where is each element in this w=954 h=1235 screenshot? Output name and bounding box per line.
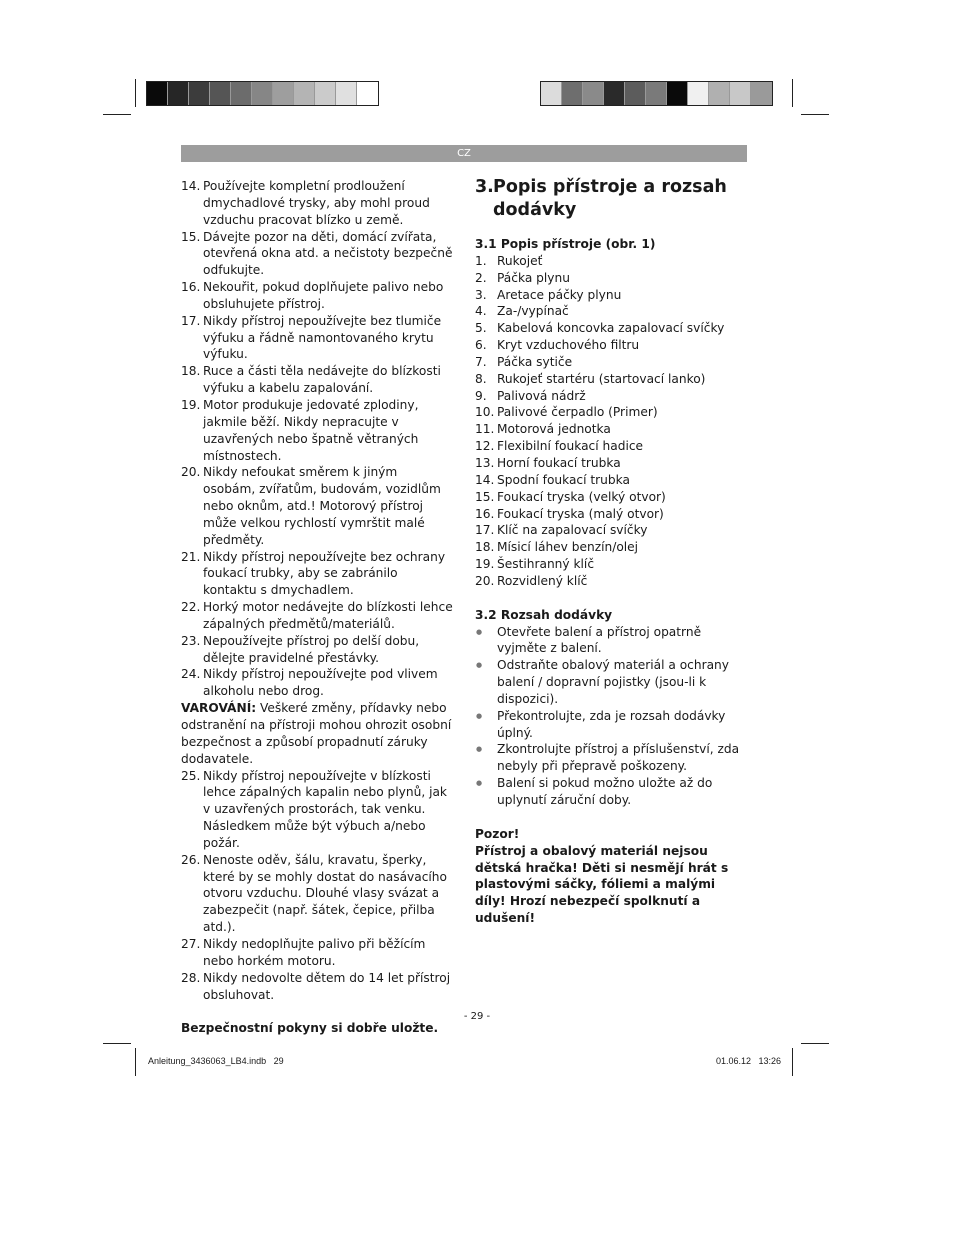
item-text: Motorová jednotka	[497, 422, 611, 437]
item-text: Šestihranný klíč	[497, 557, 595, 572]
list-item	[181, 397, 453, 464]
caution-text: Přístroj a obalový materiál nejsou dětská hračka! Děti si nesmějí hrát s plastovými sáčky, fóliemi a malými díly! Hrozí nebezpečí spolknutí a udušení!	[475, 843, 729, 926]
item-number: 1.	[475, 253, 487, 268]
color-bar-right	[540, 81, 773, 106]
item-text: Rukojeť startéru (startovací lanko)	[497, 371, 706, 386]
bullet-item: ● Balení si pokud možno uložte až do uplynutí záruční doby.	[475, 775, 747, 809]
item-number: 12.	[475, 439, 495, 454]
bullet-item: ● Překontrolujte, zda je rozsah dodávky úplný.	[475, 708, 747, 742]
caution-title: Pozor!	[475, 826, 520, 841]
list-item	[475, 371, 747, 388]
item-text: Ruce a části těla nedávejte do blízkosti výfuku a kabelu zapalování.	[203, 364, 441, 396]
item-number: 3.	[475, 287, 487, 302]
item-number: 20.	[475, 573, 495, 588]
list-item	[181, 633, 453, 667]
color-swatch	[709, 82, 730, 105]
parts-list	[475, 253, 747, 590]
list-item	[475, 303, 747, 320]
delivery-list	[475, 624, 747, 809]
item-number: 14.	[475, 472, 495, 487]
list-item	[475, 337, 747, 354]
safety-list-continued	[181, 768, 453, 1004]
crop-mark	[792, 79, 793, 107]
item-number: 14.	[181, 179, 201, 193]
warning-text: Veškeré změny, přídavky nebo odstranění na přístroji mohou ohrozit osobní bezpečnost a způsobí propadnutí záruky dodavatele.	[181, 701, 452, 766]
color-swatch	[210, 82, 231, 105]
list-item	[475, 253, 747, 270]
color-swatch	[646, 82, 667, 105]
color-swatch	[751, 82, 772, 105]
color-swatch	[189, 82, 210, 105]
parts-subheading: 3.1 Popis přístroje (obr. 1)	[475, 237, 656, 251]
item-text: Nikdy nedovolte dětem do 14 let přístroj obsluhovat.	[203, 970, 451, 1002]
color-swatch	[294, 82, 315, 105]
item-number: 2.	[475, 270, 487, 285]
item-number: 11.	[475, 422, 495, 437]
color-swatch	[688, 82, 709, 105]
color-swatch	[667, 82, 688, 105]
section-title	[475, 176, 747, 222]
list-item	[475, 438, 747, 455]
item-text: Palivová nádrž	[497, 388, 586, 403]
item-number: 10.	[475, 405, 495, 420]
item-text: Za-/vypínač	[497, 304, 569, 319]
safety-instructions-column	[181, 178, 453, 1037]
item-text: Nepoužívejte přístroj po delší dobu, dělejte pravidelné přestávky.	[203, 633, 420, 665]
list-item	[475, 506, 747, 523]
list-item	[181, 852, 453, 936]
section-number: 3.	[475, 177, 494, 197]
page-number: - 29 -	[463, 1011, 491, 1022]
list-item	[181, 363, 453, 397]
item-number: 26.	[181, 852, 201, 867]
warning-label: VAROVÁNÍ:	[181, 701, 257, 716]
list-item	[181, 229, 453, 280]
list-item	[475, 421, 747, 438]
item-text: Páčka plynu	[497, 270, 570, 285]
item-text: Rozvidlený klíč	[497, 573, 588, 588]
item-number: 7.	[475, 354, 487, 369]
list-item	[475, 404, 747, 421]
section-title-text: Popis přístroje a rozsah dodávky	[493, 177, 727, 220]
item-text: Foukací tryska (velký otvor)	[497, 489, 666, 504]
item-text: Nikdy přístroj nepoužívejte pod vlivem alkoholu nebo drog.	[203, 667, 438, 699]
list-item	[475, 287, 747, 304]
item-number: 18.	[475, 540, 495, 555]
bullet-item: ● Otevřete balení a přístroj opatrně vyjměte z balení.	[475, 624, 747, 658]
list-item	[181, 936, 453, 970]
item-number: 6.	[475, 338, 487, 353]
item-number: 13.	[475, 455, 495, 470]
item-number: 25.	[181, 768, 201, 783]
list-item	[475, 354, 747, 371]
color-swatch	[168, 82, 189, 105]
item-number: 21.	[181, 549, 201, 564]
bullet-item: ● Zkontrolujte přístroj a příslušenství, zda nebyly při přepravě poškozeny.	[475, 741, 747, 775]
list-item	[181, 279, 453, 313]
item-number: 22.	[181, 600, 201, 615]
item-number: 9.	[475, 388, 487, 403]
color-swatch	[231, 82, 252, 105]
closing-note: Bezpečnostní pokyny si dobře uložte.	[181, 1021, 439, 1036]
item-text: Nikdy přístroj nepoužívejte bez tlumiče výfuku a řádně namontovaného krytu výfuku.	[203, 313, 442, 362]
color-swatch	[562, 82, 583, 105]
bullet-item: ● Odstraňte obalový materiál a ochrany balení / dopravní pojistky (jsou-li k dispozici).	[475, 657, 747, 708]
color-swatch	[252, 82, 273, 105]
item-number: 20.	[181, 465, 201, 480]
list-item	[475, 539, 747, 556]
item-number: 15.	[475, 489, 495, 504]
list-item	[475, 489, 747, 506]
footer-file: Anleitung_3436063_LB4.indb 29	[148, 1056, 284, 1066]
item-text: Kryt vzduchového filtru	[497, 338, 640, 353]
item-number: 15.	[181, 229, 201, 244]
item-number: 16.	[181, 280, 201, 295]
item-number: 18.	[181, 364, 201, 379]
list-item	[475, 573, 747, 590]
item-number: 5.	[475, 321, 487, 336]
item-text: Nenoste oděv, šálu, kravatu, šperky, které by se mohly dostat do nasávacího otvoru vzduchu. Dlouhé vlasy svázat a zabezpečit (např. šátek, čepice, přilba atd.).	[203, 852, 447, 935]
item-number: 16.	[475, 506, 495, 521]
list-item	[181, 313, 453, 364]
item-number: 23.	[181, 633, 201, 648]
item-text: Aretace páčky plynu	[497, 287, 622, 302]
color-swatch	[273, 82, 294, 105]
item-text: Dávejte pozor na děti, domácí zvířata, otevřená okna atd. a nečistoty bezpečně odfukujte.	[203, 229, 453, 278]
crop-mark	[135, 79, 136, 107]
item-text: Mísicí láhev benzín/olej	[497, 540, 639, 555]
list-item	[475, 522, 747, 539]
item-number: 19.	[181, 397, 201, 412]
item-text: Foukací tryska (malý otvor)	[497, 506, 664, 521]
crop-mark	[801, 1043, 829, 1044]
color-bar-left	[146, 81, 379, 106]
description-column	[475, 236, 747, 927]
item-text: Nikdy přístroj nepoužívejte bez ochrany foukací trubky, aby se zabránilo kontaktu s dmychadlem.	[203, 549, 446, 598]
list-item	[181, 549, 453, 600]
color-swatch	[147, 82, 168, 105]
item-text: Nikdy přístroj nepoužívejte v blízkosti lehce zápalných kapalin nebo plynů, jak v uzavřených prostorách, tak venku. Následkem může být výbuch a/nebo požár.	[203, 768, 447, 850]
item-number: 19.	[475, 557, 495, 572]
color-swatch	[336, 82, 357, 105]
list-item	[181, 970, 453, 1004]
item-text: Spodní foukací trubka	[497, 472, 630, 487]
warning-paragraph	[181, 700, 453, 767]
item-text: Nikdy nefoukat směrem k jiným osobám, zvířatům, budovám, vozidlům nebo oknům, atd.! Motorový přístroj může velkou rychlostí vymrštit malé předměty.	[203, 465, 441, 547]
item-number: 24.	[181, 667, 201, 682]
color-swatch	[583, 82, 604, 105]
item-text: Horký motor nedávejte do blízkosti lehce zápalných předmětů/materiálů.	[203, 600, 453, 631]
color-swatch	[730, 82, 751, 105]
crop-mark	[792, 1048, 793, 1076]
item-text: Horní foukací trubka	[497, 455, 621, 470]
safety-list	[181, 178, 453, 700]
crop-mark	[801, 114, 829, 115]
list-item	[475, 556, 747, 573]
language-code: CZ	[457, 148, 471, 159]
item-text: Páčka sytiče	[497, 354, 573, 369]
item-text: Klíč na zapalovací svíčky	[497, 523, 648, 538]
list-item	[475, 472, 747, 489]
list-item	[181, 768, 453, 852]
list-item	[475, 388, 747, 405]
color-swatch	[604, 82, 625, 105]
crop-mark	[103, 1043, 131, 1044]
crop-mark	[103, 114, 131, 115]
list-item	[181, 666, 453, 700]
delivery-subheading: 3.2 Rozsah dodávky	[475, 607, 613, 622]
color-swatch	[625, 82, 646, 105]
item-number: 17.	[475, 523, 495, 538]
item-number: 27.	[181, 936, 201, 951]
item-text: Používejte kompletní prodloužení dmychadlové trysky, aby mohl proud vzduchu pracovat blízko u země.	[203, 179, 430, 227]
item-text: Motor produkuje jedovaté zplodiny, jakmile běží. Nikdy nepracujte v uzavřených nebo špatně větraných místnostech.	[203, 397, 419, 463]
list-item	[475, 320, 747, 337]
item-text: Nekouřit, pokud doplňujete palivo nebo obsluhujete přístroj.	[203, 280, 444, 311]
item-text: Rukojeť	[497, 253, 543, 268]
list-item	[181, 599, 453, 633]
item-text: Palivové čerpadlo (Primer)	[497, 405, 658, 420]
item-text: Kabelová koncovka zapalovací svíčky	[497, 321, 725, 336]
list-item	[181, 178, 453, 229]
list-item	[475, 270, 747, 287]
color-swatch	[541, 82, 562, 105]
item-number: 17.	[181, 313, 201, 328]
language-header	[181, 145, 747, 162]
item-number: 8.	[475, 371, 487, 386]
footer-date: 01.06.12 13:26	[716, 1056, 782, 1066]
item-number: 28.	[181, 970, 201, 985]
item-number: 4.	[475, 304, 487, 319]
crop-mark	[135, 1048, 136, 1076]
item-text: Flexibilní foukací hadice	[497, 439, 644, 454]
list-item	[475, 455, 747, 472]
list-item	[181, 464, 453, 548]
color-swatch	[357, 82, 378, 105]
color-swatch	[315, 82, 336, 105]
item-text: Nikdy nedoplňujte palivo při běžícím nebo horkém motoru.	[203, 936, 426, 968]
